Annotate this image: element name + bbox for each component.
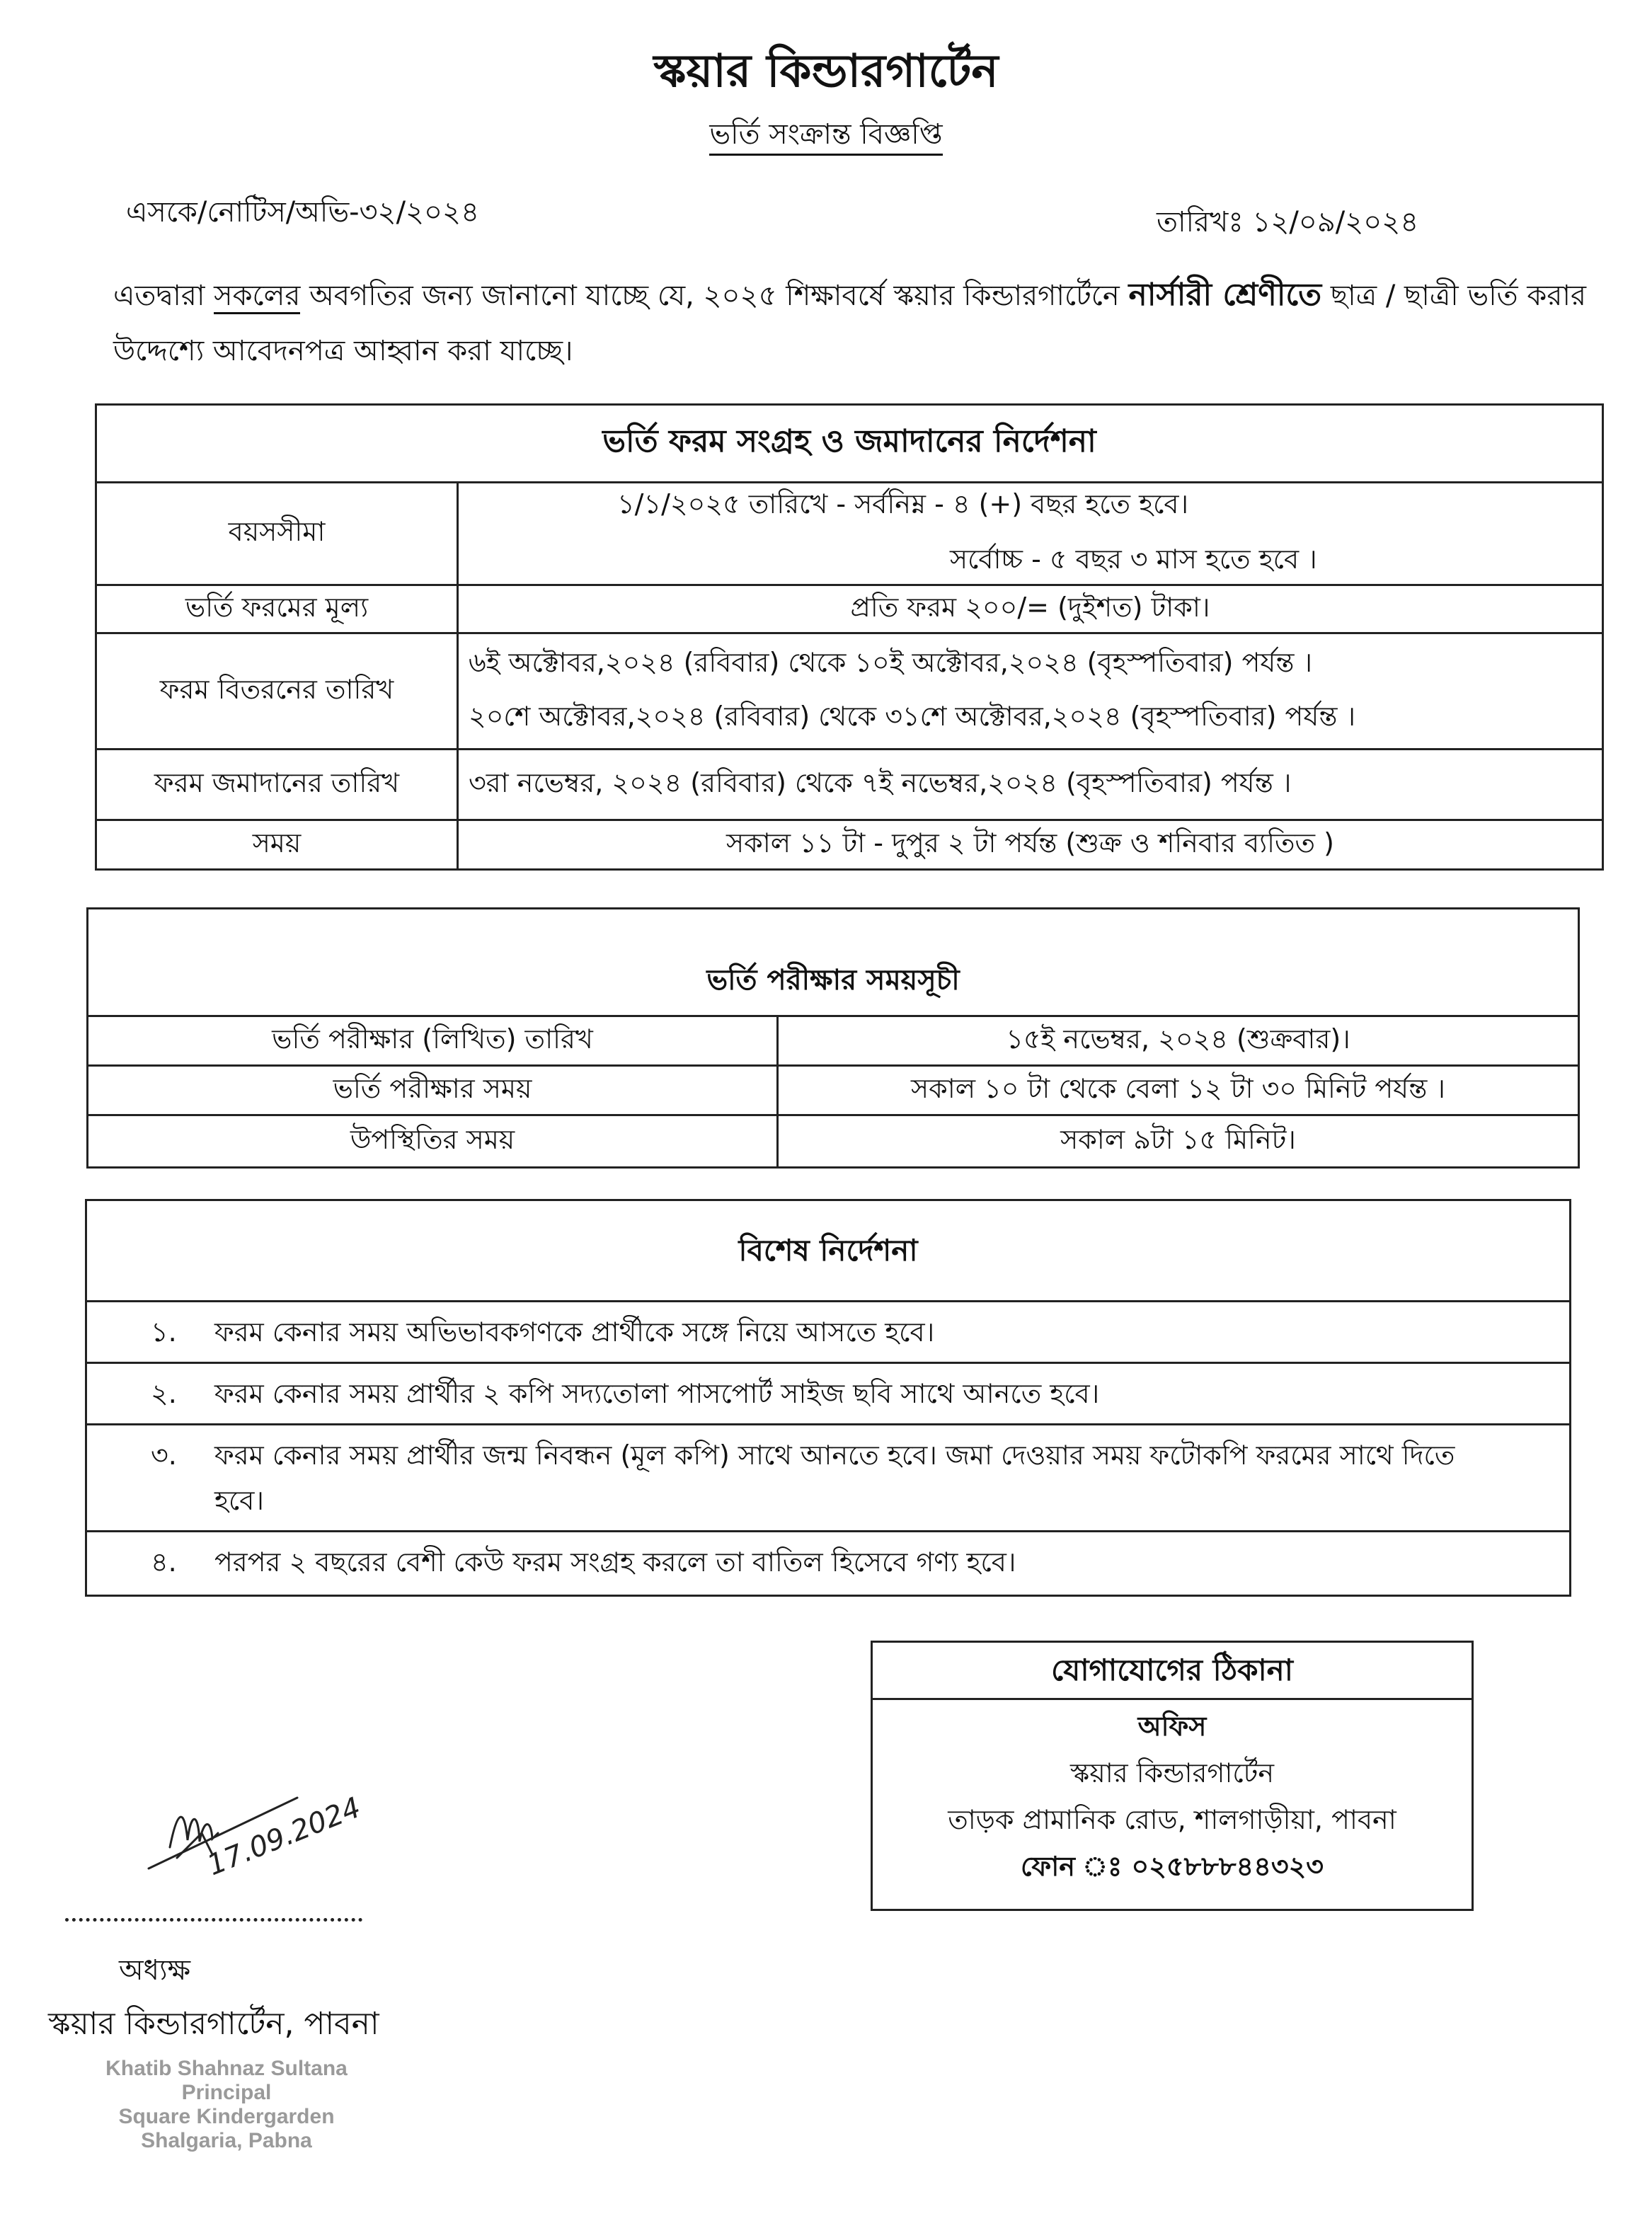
intro-part-3: অবগতির জন্য জানানো যাচ্ছে যে, ২০২৫ শিক্ষাবর্ষে স্কয়ার কিন্ডারগার্টেনে — [300, 280, 1120, 312]
contact-office: অফিস — [1137, 1711, 1207, 1742]
handwritten-signature — [134, 1762, 375, 1904]
special-instructions-box — [85, 1199, 1571, 1597]
distribution-line-1: ৬ই অক্টোবর,২০২৪ (রবিবার) থেকে ১০ই অক্টোবর,২০২৪ (বৃহস্পতিবার) পর্যন্ত । — [469, 646, 1313, 678]
contact-box — [871, 1641, 1474, 1911]
list-item — [87, 1532, 1569, 1592]
intro-bold-class: নার্সারী শ্রেণীতে — [1128, 277, 1322, 313]
list-item-text: ফরম কেনার সময় প্রার্থীর ২ কপি সদ্যতোলা পাসপোর্ট সাইজ ছবি সাথে আনতে হবে। — [214, 1378, 1100, 1409]
list-item-number: ৩. — [151, 1440, 177, 1471]
table-row-value: সকাল ১০ টা থেকে বেলা ১২ টা ৩০ মিনিট পর্যন্ত । — [778, 1066, 1579, 1115]
table-row-value — [458, 483, 1603, 585]
table-row-value: সকাল ১১ টা - দুপুর ২ টা পর্যন্ত (শুক্র ও শনিবার ব্যতিত ) — [458, 820, 1603, 870]
signature-date: 17.09.2024 — [202, 1791, 366, 1883]
stamp-line: Principal — [181, 2081, 272, 2104]
list-item — [87, 1364, 1569, 1425]
table-row-label: ভর্তি পরীক্ষার (লিখিত) তারিখ — [88, 1016, 778, 1066]
exam-schedule-table — [86, 907, 1580, 1169]
memo-number: এসকে/নোটিস/অভি-৩২/২০২৪ — [126, 196, 480, 229]
principal-role: অধ্যক্ষ — [119, 1954, 191, 1987]
table-row-label: বয়সসীমা — [96, 483, 458, 585]
principal-org: স্কয়ার কিন্ডারগার্টেন, পাবনা — [48, 2006, 379, 2042]
principal-stamp — [42, 2057, 411, 2153]
list-item-number: ১. — [151, 1316, 177, 1348]
stamp-line: Shalgaria, Pabna — [141, 2129, 312, 2152]
form-instructions-table — [95, 403, 1604, 871]
intro-part-1: এতদ্বারা — [113, 280, 205, 312]
age-line-1: ১/১/২০২৫ তারিখে - সর্বনিম্ন - ৪ (+) বছর হতে হবে। — [617, 488, 1189, 519]
table-row-label: ফরম জমাদানের তারিখ — [96, 750, 458, 820]
table-row-value: ১৫ই নভেম্বর, ২০২৪ (শুক্রবার)। — [778, 1016, 1579, 1066]
school-title: স্কয়ার কিন্ডারগার্টেন — [653, 45, 999, 98]
intro-part-4: ছাত্র / ছাত্রী ভর্তি করার উদ্দেশ্যে আবেদনপত্র আহ্বান করা যাচ্ছে। — [113, 280, 1586, 367]
exam-table-heading: ভর্তি পরীক্ষার সময়সূচী — [88, 909, 1579, 1016]
stamp-line: Khatib Shahnaz Sultana — [105, 2057, 348, 2080]
table-row-label: সময় — [96, 820, 458, 870]
form-table-heading: ভর্তি ফরম সংগ্রহ ও জমাদানের নির্দেশনা — [96, 405, 1603, 483]
contact-heading: যোগাযোগের ঠিকানা — [873, 1643, 1472, 1700]
list-item-number: ২. — [151, 1378, 177, 1409]
special-instructions-heading: বিশেষ নির্দেশনা — [87, 1201, 1569, 1302]
age-line-2: সর্বোচ্চ - ৫ বছর ৩ মাস হতে হবে । — [950, 544, 1317, 575]
intro-underlined: সকলের — [214, 280, 300, 314]
stamp-line: Square Kindergarden — [118, 2105, 335, 2128]
table-row-label: ভর্তি ফরমের মূল্য — [96, 585, 458, 633]
table-row-value — [458, 633, 1603, 750]
contact-phone: ফোন ঃ ০২৫৮৮৮৪৪৩২৩ — [1021, 1851, 1324, 1882]
signature-line — [65, 1918, 362, 1922]
table-row-value: ৩রা নভেম্বর, ২০২৪ (রবিবার) থেকে ৭ই নভেম্বর,২০২৪ (বৃহস্পতিবার) পর্যন্ত । — [458, 750, 1603, 820]
table-row-label: ভর্তি পরীক্ষার সময় — [88, 1066, 778, 1115]
table-row-value: সকাল ৯টা ১৫ মিনিট। — [778, 1115, 1579, 1168]
distribution-line-2: ২০শে অক্টোবর,২০২৪ (রবিবার) থেকে ৩১শে অক্টোবর,২০২৪ (বৃহস্পতিবার) পর্যন্ত । — [469, 700, 1356, 732]
list-item-text: পরপর ২ বছরের বেশী কেউ ফরম সংগ্রহ করলে তা বাতিল হিসেবে গণ্য হবে। — [214, 1546, 1016, 1578]
list-item-text: ফরম কেনার সময় অভিভাবকগণকে প্রার্থীকে সঙ্গে নিয়ে আসতে হবে। — [214, 1316, 935, 1348]
list-item-text: ফরম কেনার সময় প্রার্থীর জন্ম নিবন্ধন (মূল কপি) সাথে আনতে হবে। জমা দেওয়ার সময় ফটোকপি ফরমের সাথে দিতে হবে। — [214, 1440, 1455, 1516]
contact-address: তাড়ক প্রামানিক রোড, শালগাড়ীয়া, পাবনা — [948, 1804, 1396, 1835]
notice-subtitle-text: ভর্তি সংক্রান্ত বিজ্ঞপ্তি — [709, 118, 942, 156]
intro-paragraph — [113, 268, 1614, 379]
list-item — [87, 1302, 1569, 1364]
notice-date: তারিখঃ ১২/০৯/২০২৪ — [1157, 206, 1419, 239]
table-row-value: প্রতি ফরম ২০০/= (দুইশত) টাকা। — [458, 585, 1603, 633]
list-item — [87, 1425, 1569, 1532]
table-row-label: উপস্থিতির সময় — [88, 1115, 778, 1168]
table-row-label: ফরম বিতরনের তারিখ — [96, 633, 458, 750]
notice-subtitle — [0, 112, 1652, 159]
contact-name: স্কয়ার কিন্ডারগার্টেন — [1069, 1757, 1275, 1789]
list-item-number: ৪. — [151, 1546, 177, 1578]
